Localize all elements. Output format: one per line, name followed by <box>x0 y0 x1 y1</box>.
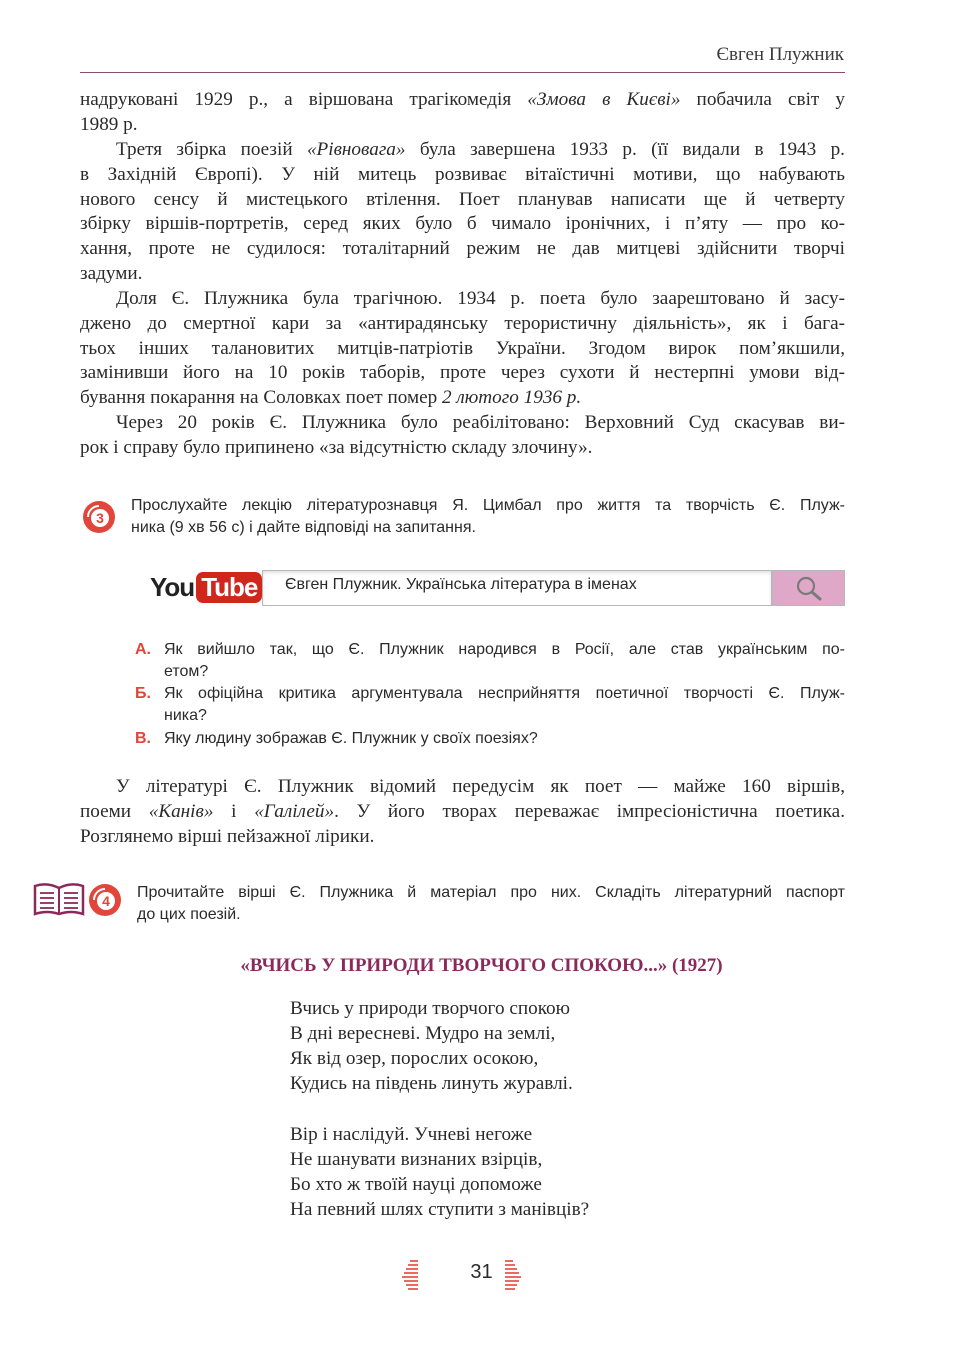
task-3-instruction <box>131 495 845 538</box>
text-line: замінивши його на 10 років таборів, проте через сухоти й нестерпні умови від- <box>80 362 845 384</box>
text-line: збірку віршів-портретів, серед яких було б чимало іронічних, і п’яту — про ко- <box>80 213 845 235</box>
text-line: хання, проте не судилося: тоталітарний режим не дав митцеві здійснити творчі <box>80 238 845 260</box>
poem-line: Як від озер, порослих осокою, <box>290 1048 539 1069</box>
search-query: Євген Плужник. Українська література в іменах <box>285 576 637 593</box>
text-line: поеми «Канів» і «Галілей». У його творах переважає імпресіоністична поетика. <box>80 800 845 822</box>
poem-line: Кудись на південь линуть журавлі. <box>290 1073 573 1094</box>
task-number: 4 <box>102 893 110 909</box>
book-icon <box>33 882 85 916</box>
search-icon <box>794 575 824 601</box>
text-line: рок і справу було припинено «за відсутністю складу злочину». <box>80 436 593 458</box>
search-button[interactable] <box>772 570 845 606</box>
text-line: в Західній Європі). У ній митець розвиває вітаїстичні мотиви, що набувають <box>80 163 845 185</box>
page-number: 31 <box>470 1261 493 1283</box>
text-line: джено до смертної кари за «антирадянську терористичну діяльність», як і бага- <box>80 312 845 334</box>
question-letter: А. <box>135 641 151 658</box>
question-text: етом? <box>164 662 209 680</box>
task-number: 3 <box>96 510 104 526</box>
question-item <box>135 683 845 726</box>
poem-line: Вір і наслідуй. Учневі негоже <box>290 1124 533 1145</box>
paragraph-2 <box>80 138 845 287</box>
poem-line: Бо хто ж твоїй науці допоможе <box>290 1174 542 1195</box>
text-line: Розглянемо вірші пейзажної лірики. <box>80 825 375 847</box>
text-line: нового сенсу й мистецького втілення. Поет планував написати ще й четверту <box>80 188 845 210</box>
paragraph-5 <box>80 775 845 849</box>
paragraph-3 <box>80 287 845 411</box>
task-line: Прочитайте вірші Є. Плужника й матеріал про них. Складіть літературний паспорт <box>137 884 845 901</box>
poem-line: На певний шлях ступити з манівців? <box>290 1199 590 1220</box>
poem-title: «ВЧИСЬ У ПРИРОДИ ТВОРЧОГО СПОКОЮ...» (1927) <box>240 955 723 976</box>
youtube-search-input[interactable] <box>262 570 772 606</box>
task-line: Прослухайте лекцію літературознавця Я. Цимбал про життя та творчість Є. Плуж- <box>131 497 845 514</box>
task-line: ника (9 хв 56 с) і дайте відповіді на запитання. <box>131 518 476 536</box>
text-line: 1989 р. <box>80 113 138 135</box>
header-rule <box>80 72 845 73</box>
question-letter: В. <box>135 730 151 747</box>
poem-line: Вчись у природи творчого спокою <box>290 998 570 1019</box>
next-page-arrow-icon <box>503 1259 523 1291</box>
question-letter: Б. <box>135 685 151 702</box>
work-title: «Канів» <box>148 800 214 822</box>
question-text: ника? <box>164 706 207 724</box>
poem-stanza-1 <box>290 996 573 1096</box>
header-author: Євген Плужник <box>716 44 844 65</box>
poem-stanza-2 <box>290 1122 589 1222</box>
text-line: надруковані 1929 р., а віршована трагікомедія «Змова в Києві» побачила світ у <box>80 89 846 110</box>
question-text: Як офіційна критика аргументувала несприйняття поетичної творчості Є. Плуж- <box>164 685 845 702</box>
text-line: задуми. <box>80 262 143 284</box>
work-title: «Галілей» <box>254 800 335 822</box>
youtube-logo: You Tube <box>150 570 262 604</box>
death-date: 2 лютого 1936 р. <box>442 387 582 409</box>
task-line: до цих поезій. <box>137 905 241 923</box>
question-item <box>135 728 845 750</box>
text-line: тьох інших талановитих митців-патріотів України. Згодом вирок пом’якшили, <box>80 337 845 359</box>
paragraph-1 <box>80 88 845 138</box>
text-line: бування покарання на Соловках поет помер 2 лютого 1936 р. <box>80 387 582 409</box>
poem-line: Не шанувати визнаних взірців, <box>290 1149 543 1170</box>
text-line: Доля Є. Плужника була трагічною. 1934 р. поета було заарештовано й засу- <box>116 288 845 309</box>
task-4-instruction <box>137 882 845 925</box>
text-line: У літературі Є. Плужник відомий передусім як поет — майже 160 віршів, <box>116 776 845 797</box>
question-text: Яку людину зображав Є. Плужник у своїх поезіях? <box>164 730 538 747</box>
question-text: Як вийшло так, що Є. Плужник народився в Росії, але став українським по- <box>164 641 845 658</box>
text-line: Через 20 років Є. Плужника було реабілітовано: Верховний Суд скасував ви- <box>116 412 845 433</box>
paragraph-4 <box>80 411 845 461</box>
task-number-badge <box>88 883 122 917</box>
task-number-badge <box>82 500 116 534</box>
work-title: «Рівновага» <box>306 139 406 160</box>
poem-line: В дні вересневі. Мудро на землі, <box>290 1023 556 1044</box>
question-item <box>135 639 845 682</box>
text-line: Третя збірка поезій «Рівновага» була завершена 1933 р. (її видали в 1943 р. <box>116 139 845 160</box>
work-title: «Змова в Києві» <box>527 89 681 110</box>
